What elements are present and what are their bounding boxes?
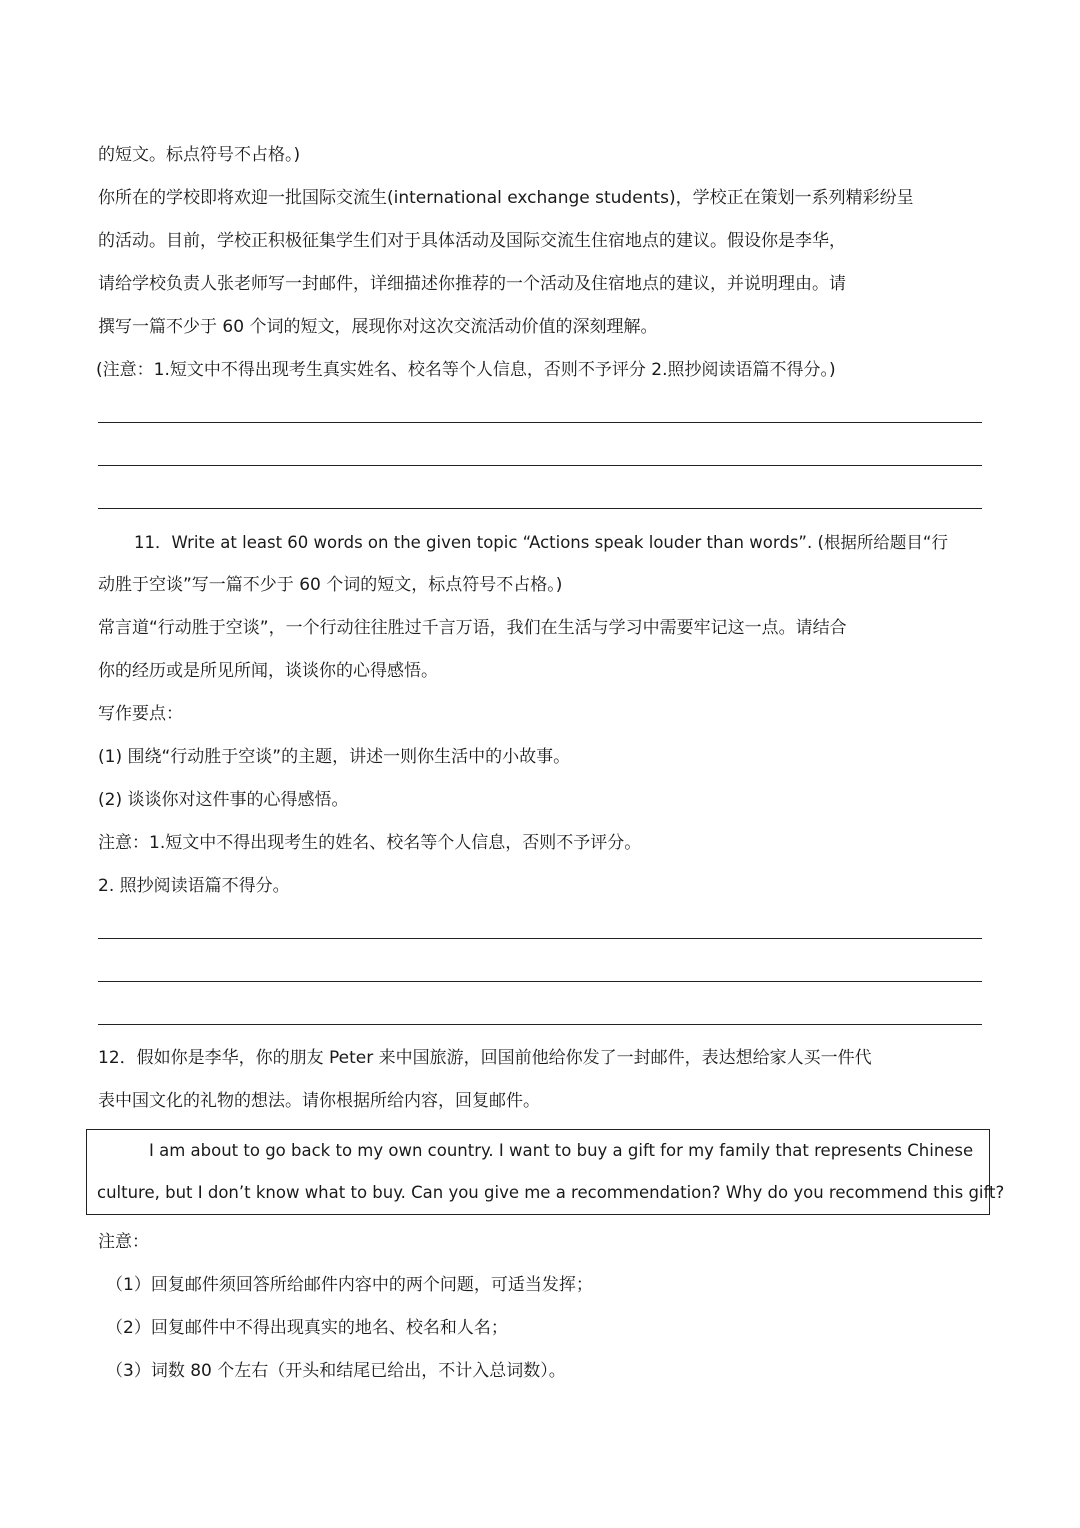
q11-note: 注意：1.短文中不得出现考生的姓名、校名等个人信息，否则不予评分。: [98, 833, 642, 853]
answer-line[interactable]: [98, 951, 982, 994]
question-11: [98, 521, 982, 1037]
email-box: [86, 1129, 1005, 1215]
email-line: I am about to go back to my own country. I want to buy a gift for my family that represents Chinese: [149, 1141, 974, 1160]
q11-note: 2. 照抄阅读语篇不得分。: [98, 876, 290, 896]
answer-line[interactable]: [98, 994, 982, 1037]
q10-paragraph-line: 的活动。目前，学校正积极征集学生们对于具体活动及国际交流生住宿地点的建议。假设你是李华，: [98, 231, 846, 251]
q11-point: (2) 谈谈你对这件事的心得感悟。: [98, 790, 349, 810]
q12-notes-title: 注意：: [98, 1232, 149, 1252]
answer-line[interactable]: [98, 908, 982, 951]
q10-note: (注意：1.短文中不得出现考生真实姓名、校名等个人信息，否则不予评分 2.照抄阅读语篇不得分。): [96, 360, 836, 380]
q11-points-title: 写作要点：: [98, 704, 183, 724]
answer-line[interactable]: [98, 435, 982, 478]
answer-line[interactable]: [98, 392, 982, 435]
q11-paragraph-line: 常言道“行动胜于空谈”，一个行动往往胜过千言万语，我们在生活与学习中需要牢记这一点。请结合: [98, 618, 847, 638]
worksheet-page: [96, 134, 1005, 1393]
q11-point: (1) 围绕“行动胜于空谈”的主题，讲述一则你生活中的小故事。: [98, 747, 571, 767]
email-line: culture, but I don’t know what to buy. Can you give me a recommendation? Why do you recommend this gift?: [97, 1183, 1005, 1202]
q12-prompt-line: 表中国文化的礼物的想法。请你根据所给内容，回复邮件。: [98, 1091, 540, 1111]
q12-prompt-line: 12．假如你是李华，你的朋友 Peter 来中国旅游，回国前他给你发了一封邮件，表达想给家人买一件代: [98, 1048, 872, 1068]
q12-note: （3）词数 80 个左右（开头和结尾已给出，不计入总词数）。: [106, 1361, 566, 1381]
q11-paragraph-line: 你的经历或是所见所闻，谈谈你的心得感悟。: [98, 661, 438, 681]
q10-paragraph-line: 请给学校负责人张老师写一封邮件，详细描述你推荐的一个活动及住宿地点的建议，并说明理由。请: [98, 274, 846, 294]
q12-note: （2）回复邮件中不得出现真实的地名、校名和人名；: [106, 1318, 508, 1338]
q11-prompt-line: 动胜于空谈”写一篇不少于 60 个词的短文，标点符号不占格。): [98, 575, 563, 595]
question-12: [97, 1037, 1005, 1393]
answer-line[interactable]: [98, 478, 982, 521]
q11-prompt-line: 11．Write at least 60 words on the given topic “Actions speak louder than words”. (根据所给题目“行: [134, 533, 948, 552]
q10-paragraph-line: 撰写一篇不少于 60 个词的短文，展现你对这次交流活动价值的深刻理解。: [98, 317, 658, 337]
q10-prompt-tail: 的短文。标点符号不占格。): [98, 145, 301, 165]
question-10: [98, 134, 982, 521]
q12-note: （1）回复邮件须回答所给邮件内容中的两个问题，可适当发挥；: [106, 1275, 593, 1295]
q10-paragraph-line: 你所在的学校即将欢迎一批国际交流生(international exchange students)，学校正在策划一系列精彩纷呈: [98, 188, 914, 208]
